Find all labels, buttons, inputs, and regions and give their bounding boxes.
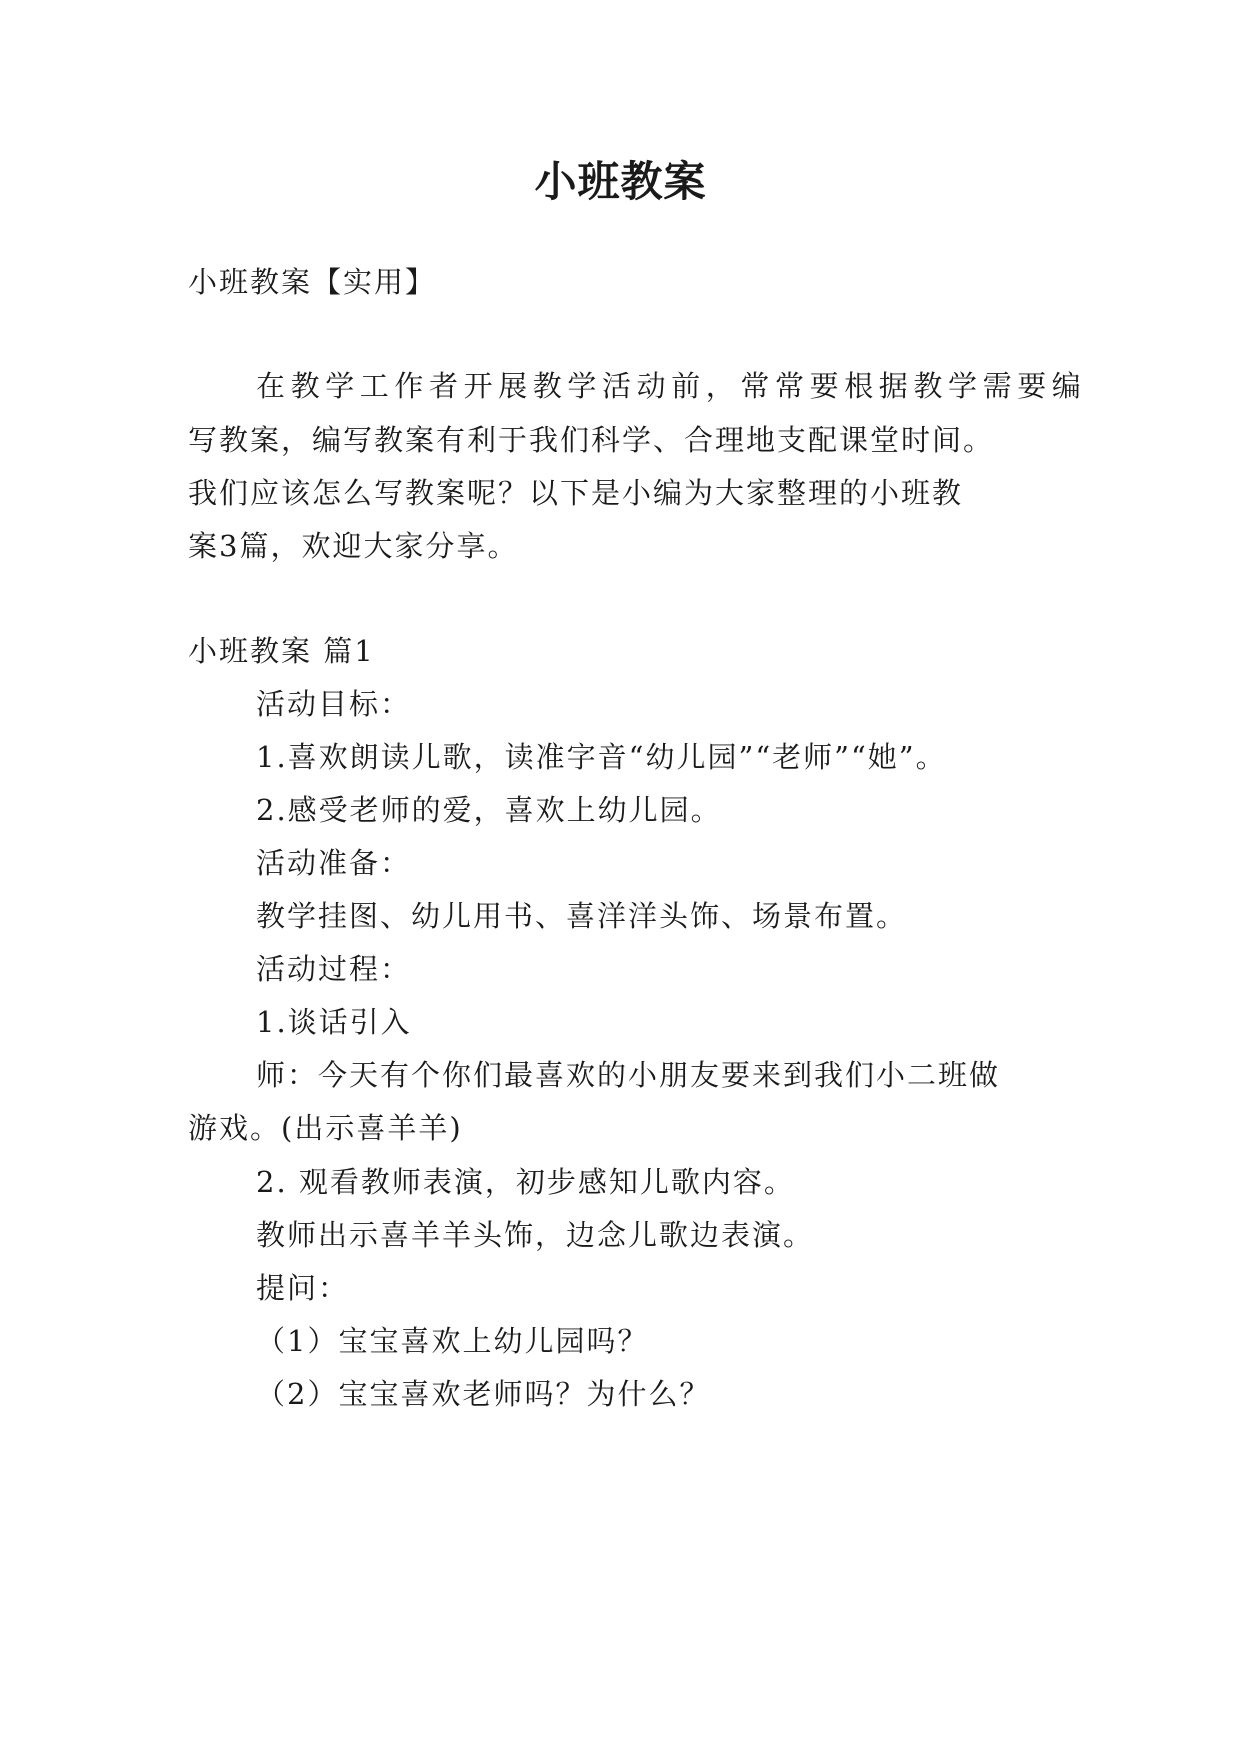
document-subtitle: 小班教案【实用】 (188, 265, 437, 299)
body-line: 教师出示喜羊羊头饰，边念儿歌边表演。 (256, 1218, 815, 1252)
body-line: 活动准备： (256, 846, 412, 880)
intro-line-3: 我们应该怎么写教案呢？以下是小编为大家整理的小班教 (188, 476, 964, 510)
body-line: （2）宝宝喜欢老师吗？为什么？ (256, 1377, 711, 1411)
body-line: 2.感受老师的爱，喜欢上幼儿园。 (256, 793, 722, 827)
body-line: 教学挂图、幼儿用书、喜洋洋头饰、场景布置。 (256, 899, 908, 933)
body-line: 1.谈话引入 (256, 1005, 412, 1039)
intro-line-1: 在教学工作者开展教学活动前，常常要根据教学需要编 (256, 369, 1087, 403)
section-heading: 小班教案 篇1 (188, 634, 375, 668)
body-line: 提问： (256, 1271, 350, 1305)
body-line: 活动目标： (256, 687, 412, 721)
body-line: 活动过程： (256, 952, 412, 986)
body-line: （1）宝宝喜欢上幼儿园吗？ (256, 1324, 649, 1358)
intro-line-2: 写教案，编写教案有利于我们科学、合理地支配课堂时间。 (188, 423, 995, 457)
document-title: 小班教案 (534, 157, 707, 206)
intro-line-4: 案3篇，欢迎大家分享。 (188, 529, 519, 563)
body-line: 游戏。(出示喜羊羊) (188, 1111, 463, 1145)
body-line: 1.喜欢朗读儿歌，读准字音“幼儿园”“老师”“她”。 (256, 740, 947, 774)
body-line: 2. 观看教师表演，初步感知儿歌内容。 (256, 1165, 795, 1199)
body-line: 师：今天有个你们最喜欢的小朋友要来到我们小二班做 (256, 1058, 1001, 1092)
